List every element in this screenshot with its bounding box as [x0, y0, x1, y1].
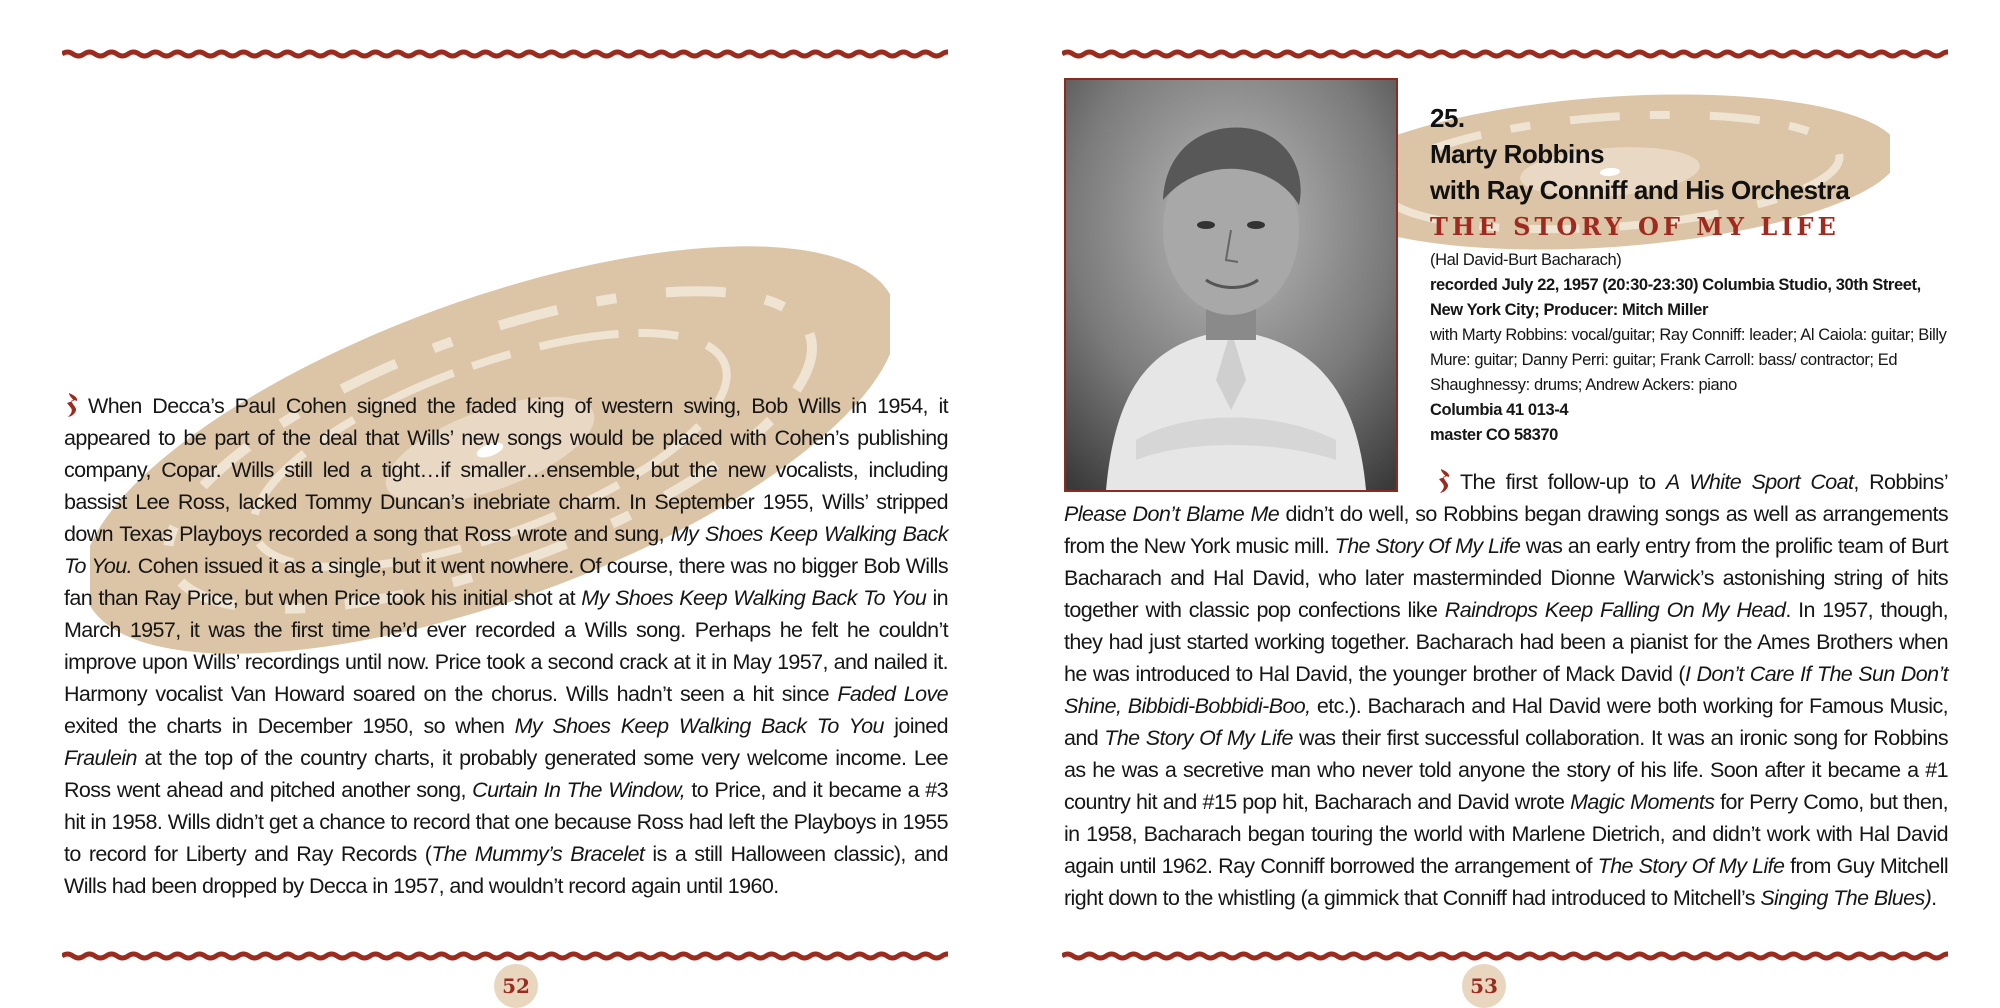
page-number: 52: [494, 964, 538, 1008]
track-number: 25.: [1430, 103, 1465, 133]
italic-title: The Mummy’s Bracelet: [431, 842, 645, 866]
italic-title: Please Don’t Blame Me: [1064, 502, 1280, 526]
italic-title: The Story Of My Life: [1597, 854, 1785, 878]
top-wavy-border: [1062, 46, 1948, 62]
italic-title: My Shoes Keep Walking Back To You.: [64, 522, 948, 578]
italic-title: The Story Of My Life: [1104, 726, 1293, 750]
right-page: [1000, 0, 2000, 1000]
italic-title: Magic Moments: [1570, 790, 1715, 814]
italic-title: Raindrops Keep Falling On My Head: [1444, 598, 1786, 622]
text-run: Cohen issued it as a single, but it went nowhere. Of course, there was no bigger Bob Wills fan than Ray Price, but when Price took his initial shot at: [64, 554, 948, 610]
text-run: from Guy Mitchell right down to the whistling (a gimmick that Conniff had introduced to Mitchell’s: [1064, 854, 1948, 910]
text-run: exited the charts in December 1950, so when: [64, 714, 515, 738]
text-run: was their first successful collaboration. It was an ironic song for Robbins as he was a secretive man who never told anyone the story of his life. Soon after it became a #1 country hit and #15 pop hit, Bacharach and David wrote: [1064, 726, 1948, 814]
master-number: master CO 58370: [1430, 426, 1558, 444]
paragraph-content: [1064, 470, 1948, 910]
italic-title: My Shoes Keep Walking Back To You: [514, 714, 884, 738]
italic-title: I Don’t Care If The Sun Don’t Shine, Bibbidi-Bobbidi-Boo,: [1064, 662, 1948, 718]
personnel: with Marty Robbins: vocal/guitar; Ray Conniff: leader; Al Caiola: guitar; Billy Mure: guitar; Danny Perri: guitar; Frank Carroll: bass/ contractor; Ed Shaughnessy: drums; Andrew Ackers: piano: [1430, 326, 1947, 394]
text-run: etc.). Bacharach and Hal David were both working for Famous Music, and: [1064, 694, 1948, 750]
paragraph-content: [64, 394, 948, 898]
music-note-icon: [64, 392, 82, 418]
recording-details: recorded July 22, 1957 (20:30-23:30) Columbia Studio, 30th Street, New York City; Producer: Mitch Miller: [1430, 276, 1921, 319]
page-number: 53: [1462, 964, 1506, 1008]
track-artist: Marty Robbins: [1430, 139, 1605, 169]
text-run: , Robbins’: [1853, 470, 1948, 494]
text-run: When Decca’s Paul Cohen signed the faded king of western swing, Bob Wills in 1954, it appeared to be part of the deal that Wills’ new songs would be placed with Cohen’s publishing company, Copar. Wills still led a tight…if smaller…ensemble, but the new vocalists, including bassist Lee Ross, lacked Tommy Duncan’s inebriate charm. In September 1955, Wills’ stripped down Texas Playboys recorded a song that Ross wrote and sung,: [64, 394, 948, 546]
track-orchestra: with Ray Conniff and His Orchestra: [1430, 175, 1850, 205]
italic-title: The Story Of My Life: [1334, 534, 1521, 558]
text-run: didn’t do well, so Robbins began drawing songs as well as arrangements from the New York music mill.: [1064, 502, 1948, 558]
text-run: . In 1957, though, they had just started working together. Bacharach had been a pianist for the Ames Brothers when he was introduced to Hal David, the younger brother of Mack David (: [1064, 598, 1948, 686]
song-title: THE STORY OF MY LIFE: [1430, 212, 1840, 241]
text-run: at the top of the country charts, it probably generated some very welcome income. Lee Ross went ahead and pitched another song,: [64, 746, 948, 802]
italic-title: Fraulein: [64, 746, 137, 770]
italic-title: Singing The Blues): [1760, 886, 1932, 910]
song-writers: (Hal David-Burt Bacharach): [1430, 251, 1622, 269]
italic-title: A White Sport Coat: [1665, 470, 1854, 494]
text-run: is a still Halloween classic), and Wills had been dropped by Decca in 1957, and wouldn’t record again until 1960.: [64, 842, 948, 898]
text-run: to Price, and it became a #3 hit in 1958. Wills didn’t get a chance to record that one because Ross had left the Playboys in 1955 to record for Liberty and Ray Records (: [64, 778, 948, 866]
text-run: .: [1931, 886, 1937, 910]
body-paragraph: [64, 390, 948, 902]
track-entry: [1430, 100, 1950, 448]
top-wavy-border: [62, 46, 948, 62]
body-paragraph: [1064, 466, 1948, 914]
music-note-icon: [1436, 468, 1454, 494]
text-run: was an early entry from the prolific team of Burt Bacharach and Hal David, who later masterminded Dionne Warwick’s astonishing string of hits together with classic pop confections like: [1064, 534, 1948, 622]
bottom-wavy-border: [62, 948, 948, 964]
text-run: in March 1957, it was the first time he’d ever recorded a Wills song. Perhaps he felt he couldn’t improve upon Wills’ recordings until now. Price took a second crack at it in May 1957, and nailed it. Harmony vocalist Van Howard soared on the chorus. Wills hadn’t seen a hit since: [64, 586, 948, 706]
bottom-wavy-border: [1062, 948, 1948, 964]
text-run: for Perry Como, but then, in 1958, Bacharach began touring the world with Marlene Dietrich, and didn’t work with Hal David again until 1962. Ray Conniff borrowed the arrangement of: [1064, 790, 1948, 878]
left-page: [0, 0, 1000, 1000]
text-run: joined: [883, 714, 948, 738]
italic-title: My Shoes Keep Walking Back To You: [581, 586, 927, 610]
italic-title: Faded Love: [837, 682, 948, 706]
italic-title: Curtain In The Window,: [472, 778, 686, 802]
catalog-number: Columbia 41 013-4: [1430, 401, 1569, 419]
text-run: The first follow-up to: [1460, 470, 1666, 494]
portrait-photo: [1064, 78, 1398, 492]
